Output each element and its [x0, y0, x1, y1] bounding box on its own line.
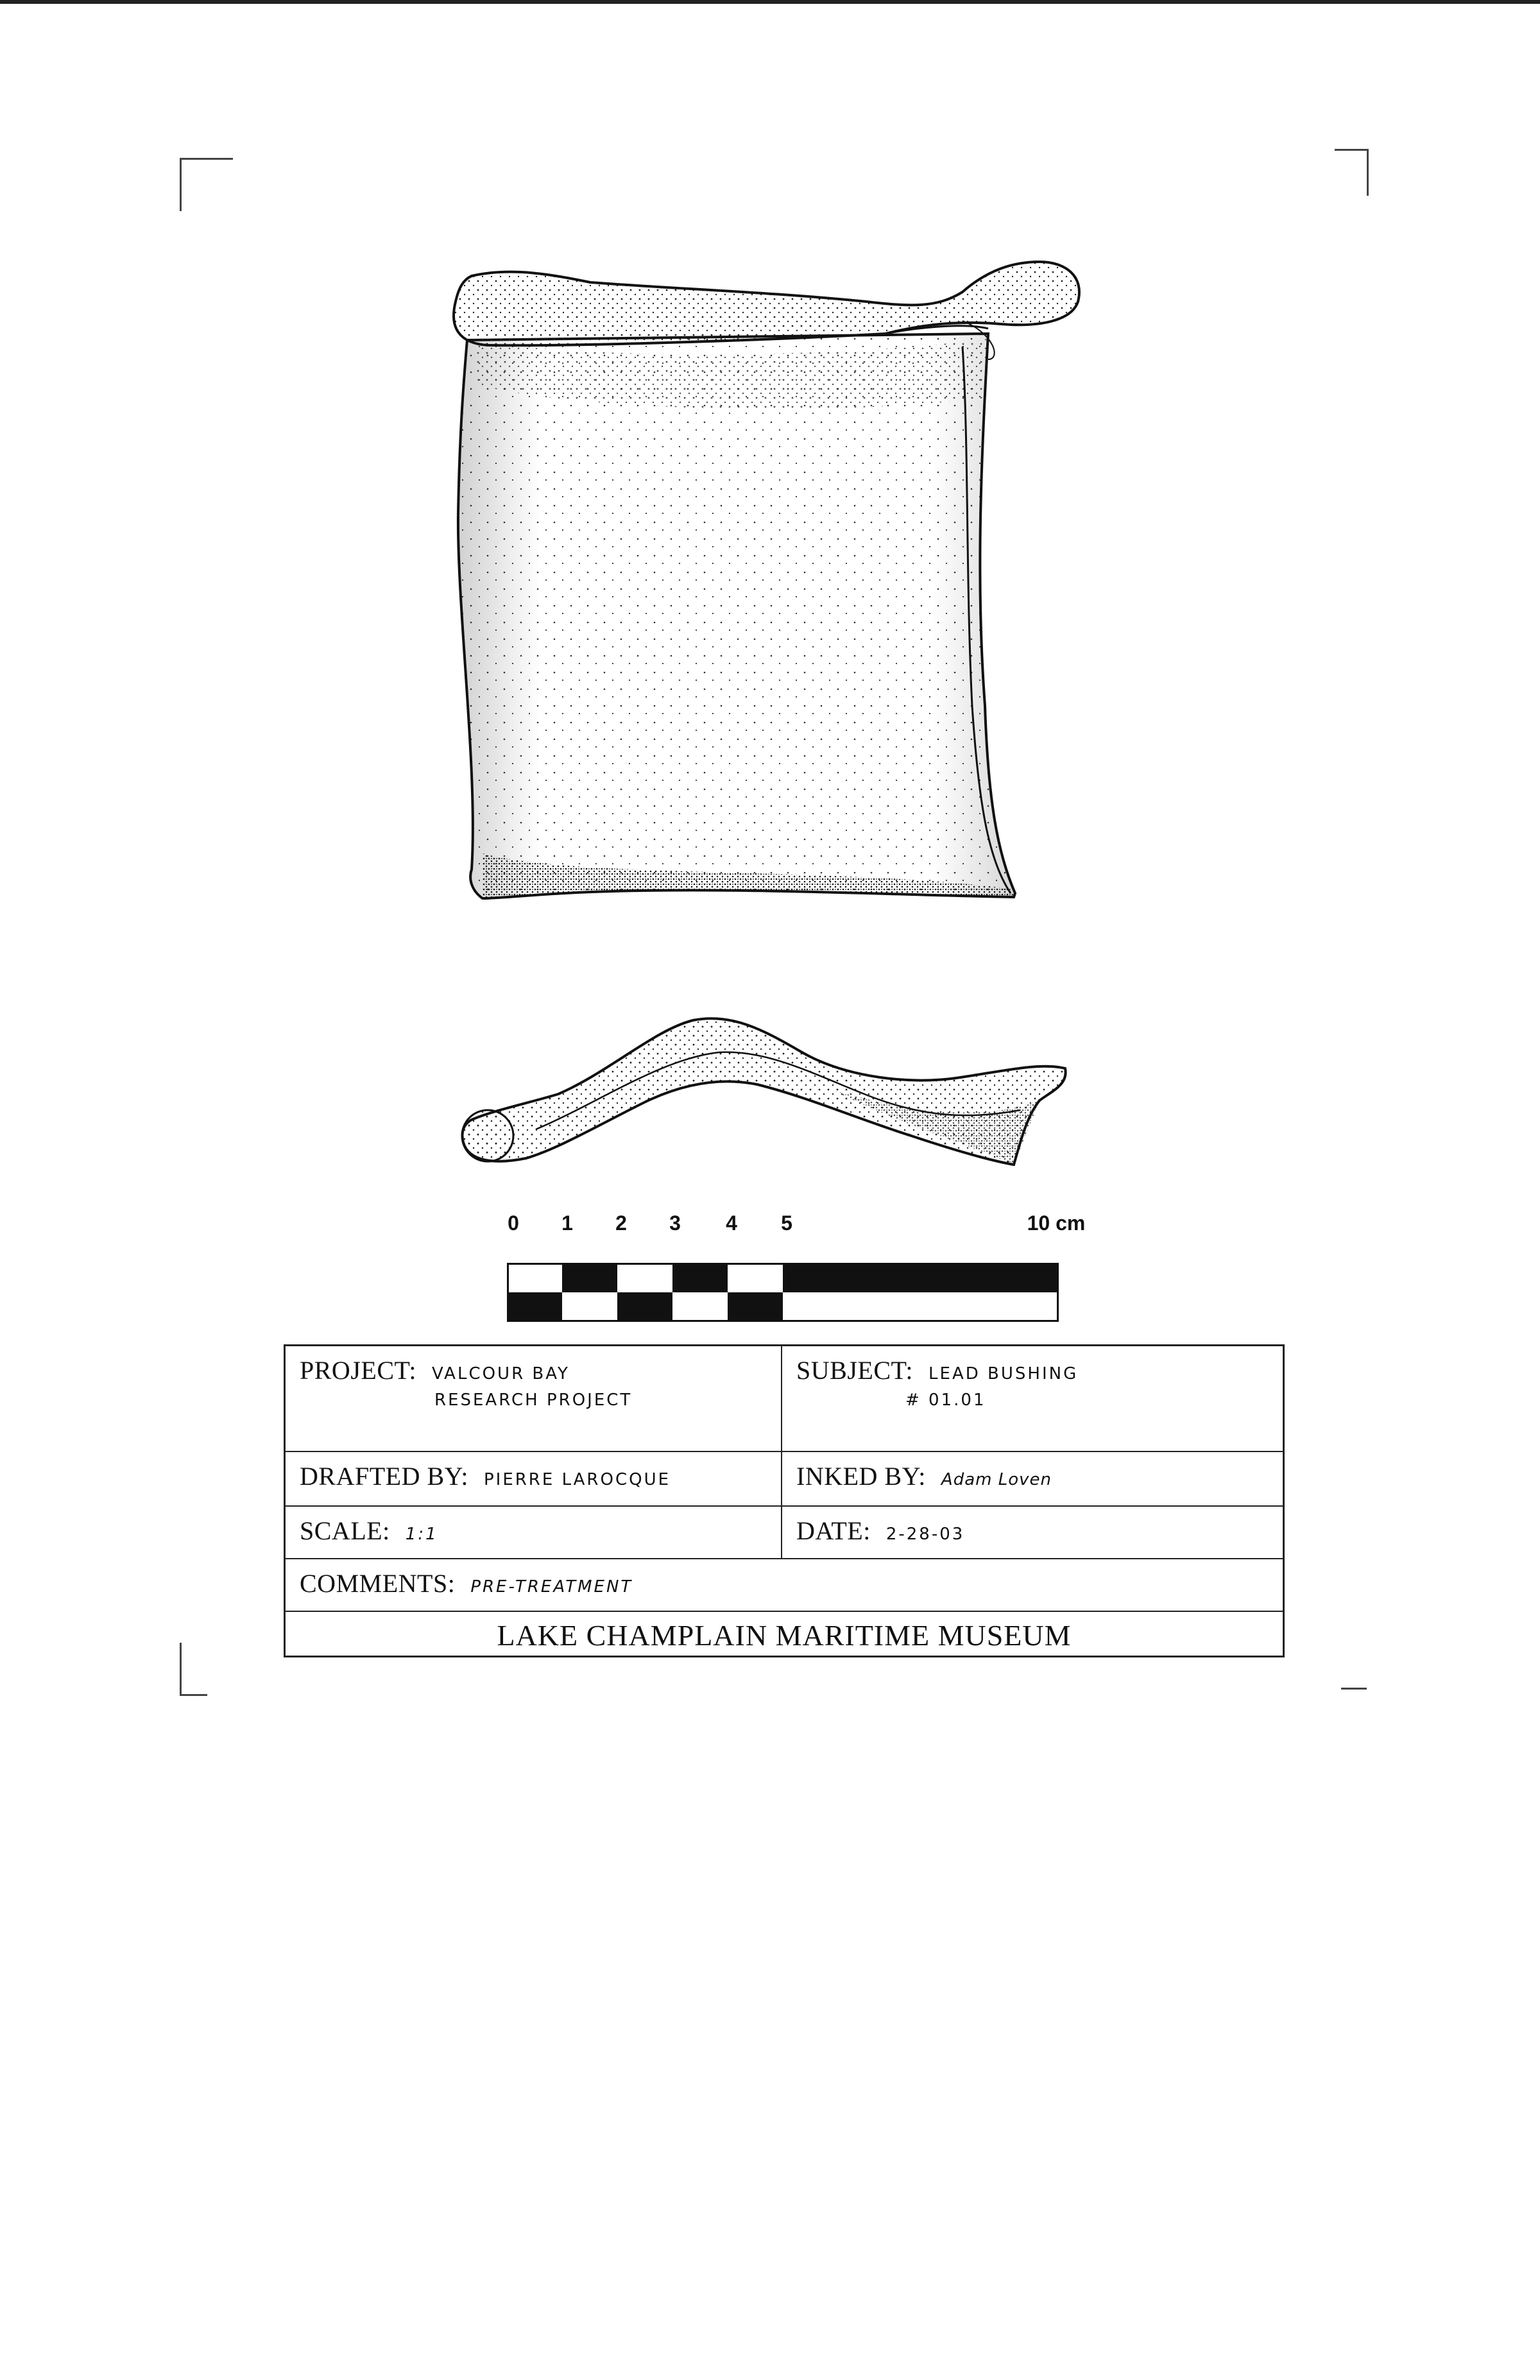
subject-value-line2: # 01.01: [905, 1391, 986, 1410]
drafted-label: DRAFTED BY:: [300, 1462, 468, 1491]
comments-row: [286, 1559, 1283, 1612]
comments-label: COMMENTS:: [300, 1569, 456, 1598]
title-block: [284, 1344, 1285, 1657]
scale-label-10: 10 cm: [1027, 1211, 1086, 1235]
crop-mark-bottom-left: [180, 1643, 207, 1696]
drafted-inked-row: [286, 1452, 1283, 1507]
scale-bar: [507, 1263, 1059, 1322]
scale-label-1: 1: [561, 1211, 573, 1235]
project-subject-row: [286, 1346, 1283, 1452]
project-value-line2: RESEARCH PROJECT: [434, 1391, 633, 1410]
project-value-line1: VALCOUR BAY: [432, 1364, 570, 1383]
museum-name: LAKE CHAMPLAIN MARITIME MUSEUM: [497, 1619, 1072, 1652]
drafted-value: PIERRE LAROCQUE: [483, 1470, 671, 1489]
bushing-side-view: [462, 1018, 1066, 1165]
comments-value: PRE-TREATMENT: [470, 1577, 633, 1597]
bushing-top-view: [454, 262, 1079, 898]
drafted-cell: [286, 1452, 782, 1505]
date-cell: [782, 1507, 1283, 1558]
crop-mark-bottom-right: [1341, 1668, 1367, 1690]
inked-value: Adam Loven: [941, 1470, 1052, 1489]
project-cell: [286, 1346, 782, 1451]
inked-label: INKED BY:: [796, 1462, 926, 1491]
museum-row: [286, 1612, 1283, 1657]
project-label: PROJECT:: [300, 1356, 417, 1385]
scale-label: SCALE:: [300, 1516, 390, 1545]
scale-label-3: 3: [669, 1211, 681, 1235]
scale-label-4: 4: [726, 1211, 737, 1235]
comments-cell: [286, 1559, 1283, 1611]
subject-value-line1: LEAD BUSHING: [928, 1364, 1079, 1383]
scale-label-5: 5: [781, 1211, 792, 1235]
scale-date-row: [286, 1507, 1283, 1559]
scale-label-2: 2: [615, 1211, 627, 1235]
scale-label-0: 0: [508, 1211, 519, 1235]
inked-cell: [782, 1452, 1283, 1505]
scale-value: 1:1: [405, 1525, 438, 1544]
subject-label: SUBJECT:: [796, 1356, 914, 1385]
scale-cell: [286, 1507, 782, 1558]
date-value: 2-28-03: [886, 1525, 965, 1544]
date-label: DATE:: [796, 1516, 871, 1545]
scale-labels: [0, 1211, 1540, 1244]
subject-cell: [782, 1346, 1283, 1451]
